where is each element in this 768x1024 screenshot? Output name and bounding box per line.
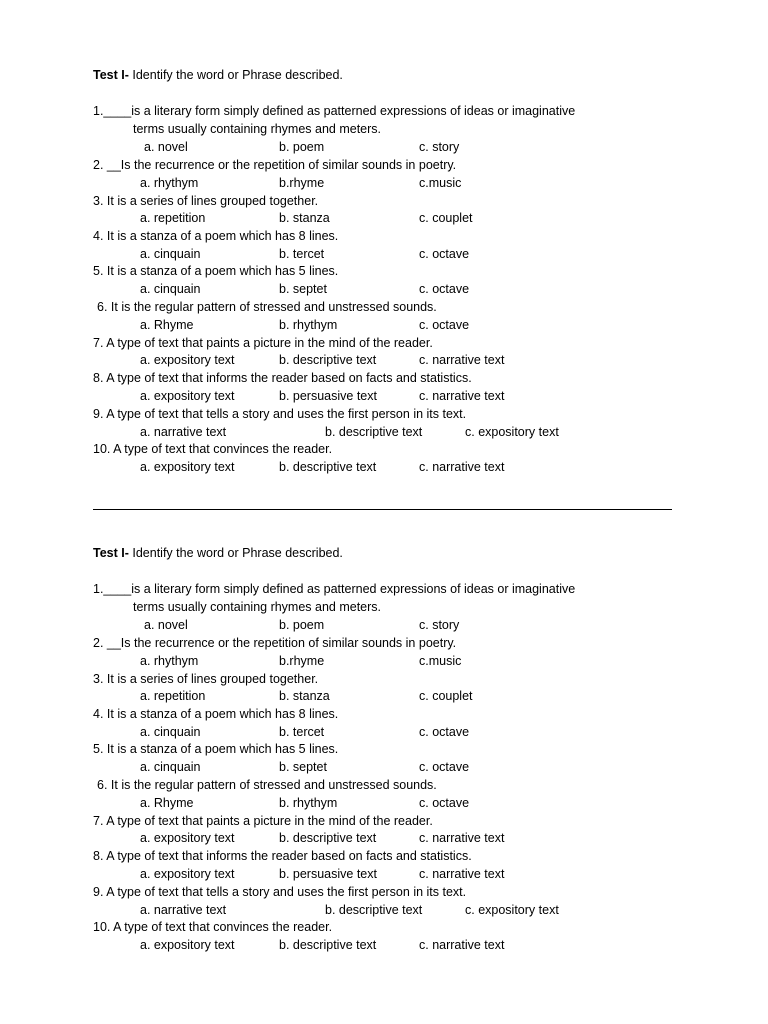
question-4-choices	[0, 725, 768, 741]
choice-a: a. expository text	[140, 831, 235, 845]
choice-b: b.rhyme	[279, 654, 325, 668]
choice-c: c. octave	[419, 796, 470, 810]
question-2: 2. __Is the recurrence or the repetition of similar sounds in poetry.	[93, 636, 457, 650]
choice-b: b. descriptive text	[325, 903, 423, 917]
choice-a: a. Rhyme	[140, 796, 194, 810]
question-2: 2. __Is the recurrence or the repetition of similar sounds in poetry.	[93, 158, 457, 172]
question-5-choices	[0, 760, 768, 776]
choice-b: b. poem	[279, 618, 325, 632]
choice-a: a. Rhyme	[140, 318, 194, 332]
choice-b: b. rhythym	[279, 796, 338, 810]
question-1-choices	[0, 140, 768, 156]
choice-b: b. descriptive text	[279, 938, 377, 952]
choice-b: b. tercet	[279, 247, 325, 261]
question-4: 4. It is a stanza of a poem which has 8 lines.	[93, 229, 339, 243]
question-8: 8. A type of text that informs the reader based on facts and statistics.	[93, 371, 472, 385]
test-title: Test I- Identify the word or Phrase described.	[93, 546, 343, 560]
choice-a: a. cinquain	[140, 725, 201, 739]
choice-c: c. story	[419, 618, 460, 632]
question-1-continuation: terms usually containing rhymes and meters.	[133, 600, 382, 614]
choice-b: b. rhythym	[279, 318, 338, 332]
choice-c: c. expository text	[465, 903, 559, 917]
question-2-choices	[0, 654, 768, 670]
choice-b: b. septet	[279, 282, 327, 296]
question-10-choices	[0, 460, 768, 476]
choice-a: a. repetition	[140, 211, 206, 225]
choice-c: c. octave	[419, 725, 470, 739]
choice-c: c. octave	[419, 760, 470, 774]
question-10: 10. A type of text that convinces the reader.	[93, 920, 333, 934]
choice-c: c. narrative text	[419, 389, 505, 403]
choice-c: c. couplet	[419, 211, 473, 225]
question-1: 1.____is a literary form simply defined as patterned expressions of ideas or imaginative	[93, 104, 576, 118]
question-4: 4. It is a stanza of a poem which has 8 lines.	[93, 707, 339, 721]
question-1: 1.____is a literary form simply defined as patterned expressions of ideas or imaginative	[93, 582, 576, 596]
question-10-choices	[0, 938, 768, 954]
question-4-choices	[0, 247, 768, 263]
choice-b: b. persuasive text	[279, 867, 377, 881]
choice-a: a. cinquain	[140, 760, 201, 774]
question-5: 5. It is a stanza of a poem which has 5 lines.	[93, 742, 339, 756]
choice-b: b. descriptive text	[279, 460, 377, 474]
choice-b: b. stanza	[279, 211, 330, 225]
question-1-choices	[0, 618, 768, 634]
choice-c: c.music	[419, 654, 462, 668]
choice-a: a. rhythym	[140, 654, 199, 668]
question-6: 6. It is the regular pattern of stressed and unstressed sounds.	[97, 778, 437, 792]
choice-a: a. expository text	[140, 938, 235, 952]
question-3: 3. It is a series of lines grouped together.	[93, 194, 319, 208]
choice-c: c. narrative text	[419, 867, 505, 881]
choice-a: a. repetition	[140, 689, 206, 703]
question-6-choices	[0, 796, 768, 812]
choice-a: a. expository text	[140, 460, 235, 474]
choice-b: b. stanza	[279, 689, 330, 703]
question-8: 8. A type of text that informs the reader based on facts and statistics.	[93, 849, 472, 863]
choice-b: b. persuasive text	[279, 389, 377, 403]
choice-b: b. poem	[279, 140, 325, 154]
choice-a: a. expository text	[140, 353, 235, 367]
choice-c: c. octave	[419, 247, 470, 261]
question-6-choices	[0, 318, 768, 334]
question-3-choices	[0, 211, 768, 227]
choice-c: c. narrative text	[419, 831, 505, 845]
question-8-choices	[0, 867, 768, 883]
choice-c: c. narrative text	[419, 353, 505, 367]
choice-a: a. expository text	[140, 389, 235, 403]
choice-a: a. cinquain	[140, 282, 201, 296]
choice-c: c. story	[419, 140, 460, 154]
choice-b: b. tercet	[279, 725, 325, 739]
question-8-choices	[0, 389, 768, 405]
choice-b: b.rhyme	[279, 176, 325, 190]
question-3-choices	[0, 689, 768, 705]
question-7-choices	[0, 831, 768, 847]
cut-line-divider	[93, 509, 672, 510]
choice-a: a. novel	[144, 140, 188, 154]
question-5-choices	[0, 282, 768, 298]
choice-c: c. couplet	[419, 689, 473, 703]
question-7: 7. A type of text that paints a picture in the mind of the reader.	[93, 814, 433, 828]
choice-b: b. descriptive text	[279, 353, 377, 367]
choice-c: c. octave	[419, 282, 470, 296]
choice-c: c. narrative text	[419, 938, 505, 952]
choice-a: a. narrative text	[140, 425, 227, 439]
question-9-choices	[0, 425, 768, 441]
question-9: 9. A type of text that tells a story and uses the first person in its text.	[93, 885, 467, 899]
question-9-choices	[0, 903, 768, 919]
choice-b: b. descriptive text	[325, 425, 423, 439]
test-title: Test I- Identify the word or Phrase described.	[93, 68, 343, 82]
choice-b: b. descriptive text	[279, 831, 377, 845]
question-7-choices	[0, 353, 768, 369]
choice-a: a. expository text	[140, 867, 235, 881]
question-1-continuation: terms usually containing rhymes and meters.	[133, 122, 382, 136]
question-10: 10. A type of text that convinces the reader.	[93, 442, 333, 456]
choice-c: c. narrative text	[419, 460, 505, 474]
question-3: 3. It is a series of lines grouped together.	[93, 672, 319, 686]
question-5: 5. It is a stanza of a poem which has 5 lines.	[93, 264, 339, 278]
choice-b: b. septet	[279, 760, 327, 774]
question-6: 6. It is the regular pattern of stressed and unstressed sounds.	[97, 300, 437, 314]
choice-c: c. octave	[419, 318, 470, 332]
choice-a: a. novel	[144, 618, 188, 632]
choice-c: c. expository text	[465, 425, 559, 439]
choice-a: a. cinquain	[140, 247, 201, 261]
choice-a: a. rhythym	[140, 176, 199, 190]
question-2-choices	[0, 176, 768, 192]
choice-a: a. narrative text	[140, 903, 227, 917]
question-9: 9. A type of text that tells a story and uses the first person in its text.	[93, 407, 467, 421]
question-7: 7. A type of text that paints a picture in the mind of the reader.	[93, 336, 433, 350]
choice-c: c.music	[419, 176, 462, 190]
